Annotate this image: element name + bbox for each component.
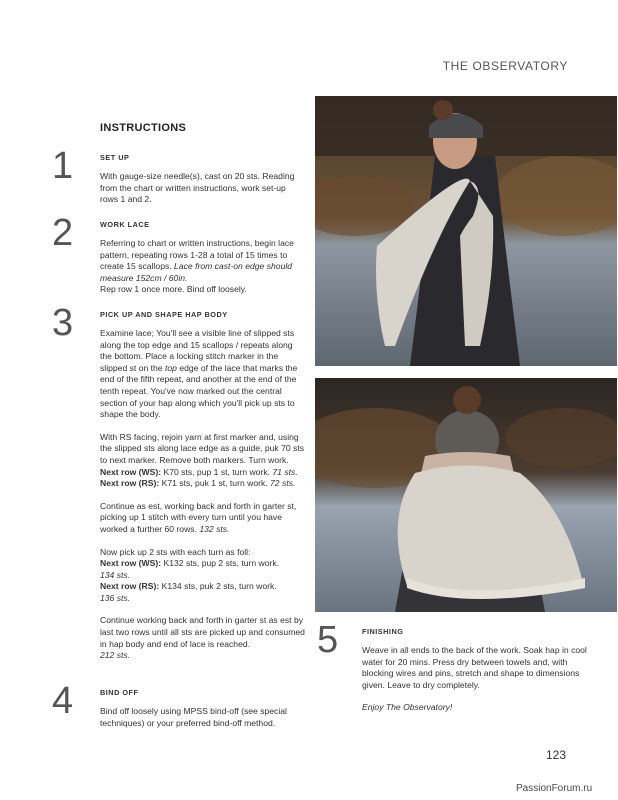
step-paragraph (100, 171, 305, 206)
running-title: THE OBSERVATORY (442, 59, 568, 73)
step-heading: PICK UP AND SHAPE HAP BODY (100, 310, 228, 319)
step-number: 2 (52, 212, 74, 254)
text-run: Enjoy The Observatory! (362, 702, 453, 713)
step-paragraph (100, 706, 305, 729)
text-run: With RS facing, rejoin yarn at first marker and, using the slipped sts along lace edge as a guide, puk 70 sts to next marker. Remove both markers. Turn work. (100, 431, 305, 465)
step-body (362, 645, 598, 725)
text-run: Now pick up 2 sts with each turn as foll: (100, 546, 251, 557)
text-run: 212 sts. (100, 650, 131, 661)
step-body (100, 706, 305, 740)
step-paragraph (100, 547, 305, 605)
step-body (100, 171, 305, 217)
text-run: Continue working back and forth in garter st as est by last two rows until all sts are picked up and consumed in hap body and end of lace is reached. (100, 615, 305, 649)
photo-shawl-front-image (315, 96, 617, 366)
text-run: top (164, 362, 177, 373)
photo-shawl-back-image (315, 378, 617, 612)
watermark: PassionForum.ru (516, 783, 593, 794)
step-paragraph (100, 501, 305, 536)
text-run: Examine lace; You'll see a visible line of slipped sts along the top edge and 15 scallops / repeats along the bottom. Place a locking stitch marker in the slipped st on the (100, 328, 295, 373)
text-run: Continue as est, working back and forth in garter st, picking up 1 stitch with every turn until you have worked a further 60 rows. (100, 500, 297, 534)
step-paragraph (100, 328, 305, 421)
step-number: 4 (52, 680, 74, 722)
step-paragraph (100, 238, 305, 296)
text-run: 132 sts. (199, 523, 230, 534)
photo-shawl-back (315, 378, 617, 612)
text-run: 134 sts. (100, 569, 131, 580)
photo-shawl-front (315, 96, 617, 366)
instructions-heading: INSTRUCTIONS (100, 122, 187, 134)
step-heading: SET UP (100, 153, 130, 162)
page-number: 123 (546, 748, 567, 762)
text-run: K134 sts, puk 2 sts, turn work. (159, 581, 277, 592)
step-paragraph (362, 645, 598, 691)
text-run: 71 sts. (272, 466, 298, 477)
step-heading: BIND OFF (100, 688, 139, 697)
text-run: Next row (RS): (100, 581, 160, 592)
text-run: K71 sts, puk 1 st, turn work. (159, 478, 271, 489)
step-paragraph (362, 702, 598, 714)
text-run: Rep row 1 once more. Bind off loosely. (100, 284, 247, 295)
text-run: Referring to chart or written instructions, begin lace pattern, repeating rows 1-28 a total of 15 times to create 15 scallops. (100, 238, 294, 272)
text-run: Next row (WS): (100, 558, 162, 569)
step-paragraph (100, 432, 305, 490)
step-heading: FINISHING (362, 627, 404, 636)
text-run: Next row (RS): (100, 478, 160, 489)
step-number: 3 (52, 302, 74, 344)
step-heading: WORK LACE (100, 220, 150, 229)
text-run: Weave in all ends to the back of the work. Soak hap in cool water for 20 mins. Press dry between towels and, with blocking wires and pins, stretch and shape to dimensions given. Leave to dry completely. (362, 645, 587, 690)
text-run: 72 sts. (270, 478, 296, 489)
text-run: Next row (WS): (100, 466, 162, 477)
text-run: Lace from cast-on edge should measure 152cm / 60in. (100, 261, 293, 283)
text-run: 136 sts. (100, 592, 131, 603)
step-number: 5 (317, 619, 339, 661)
step-number: 1 (52, 145, 74, 187)
text-run: Bind off loosely using MPSS bind-off (see special techniques) or your preferred bind-off method. (100, 706, 287, 728)
text-run: K132 sts, pup 2 sts, turn work. (161, 558, 280, 569)
text-run: K70 sts, pup 1 st, turn work. (161, 466, 273, 477)
text-run: edge of the lace that marks the end of the fifth repeat, and another at the end of the tenth repeat. You've now marked out the central section of your hap along which you'll pick up sts to shape the body. (100, 362, 298, 420)
step-paragraph (100, 615, 305, 661)
text-run: With gauge-size needle(s), cast on 20 sts. Reading from the chart or written instructions, work set-up rows 1 and 2. (100, 171, 295, 205)
step-body (100, 238, 305, 307)
step-body (100, 328, 305, 673)
